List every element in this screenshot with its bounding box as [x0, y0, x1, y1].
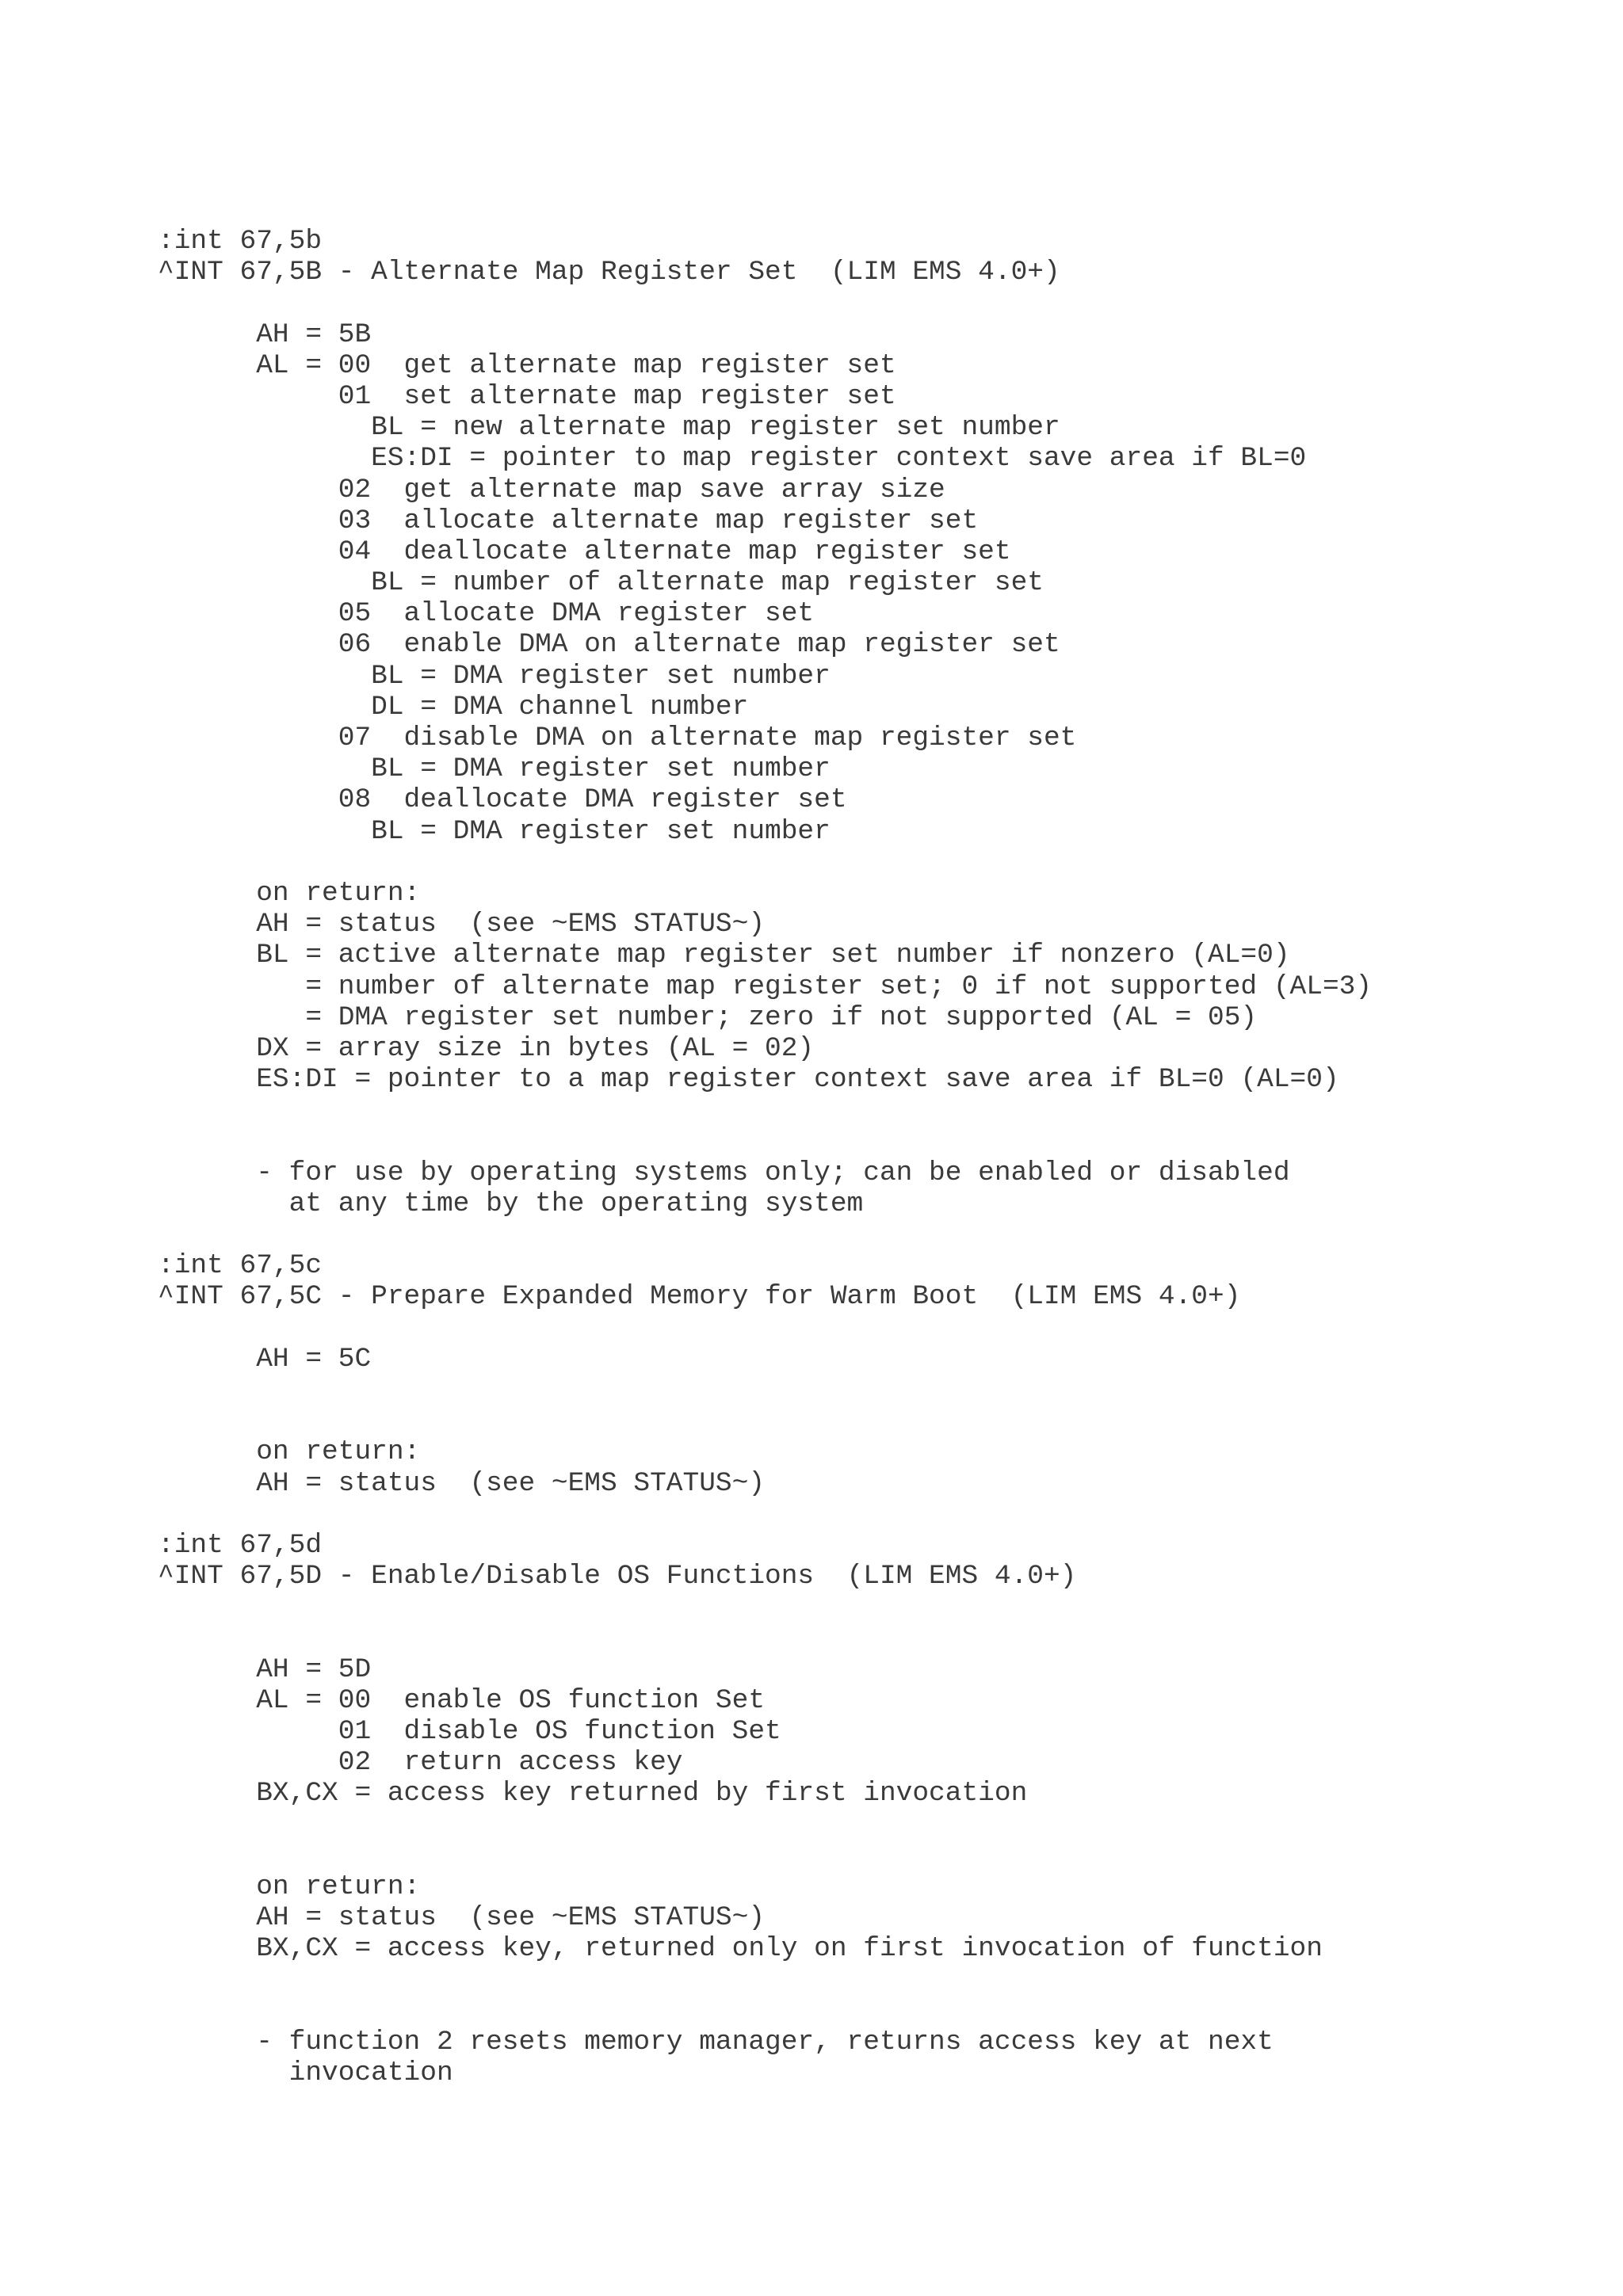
text-line: BL = DMA register set number — [158, 753, 831, 785]
text-line: 01 disable OS function Set — [158, 1716, 781, 1747]
text-line: on return: — [158, 877, 421, 909]
text-line: BL = DMA register set number — [158, 815, 831, 847]
text-line: DX = array size in bytes (AL = 02) — [158, 1032, 815, 1064]
blank-line — [158, 1095, 1372, 1126]
blank-line — [158, 1405, 1372, 1436]
blank-line — [158, 1840, 1372, 1871]
text-line: BX,CX = access key returned by first invocation — [158, 1778, 1028, 1810]
text-line: AH = 5C — [158, 1343, 372, 1375]
text-line: AH = status (see ~EMS STATUS~) — [158, 1467, 766, 1499]
text-line: 04 deallocate alternate map register set — [158, 536, 1011, 567]
text-line: BL = active alternate map register set number if nonzero (AL=0) — [158, 940, 1290, 971]
text-line: ES:DI = pointer to a map register context save area if BL=0 (AL=0) — [158, 1064, 1339, 1096]
text-line: AH = status (see ~EMS STATUS~) — [158, 909, 766, 940]
blank-line — [158, 1810, 1372, 1840]
text-line: invocation — [158, 2058, 453, 2089]
blank-line — [158, 847, 1372, 878]
document-body — [158, 226, 1372, 2088]
topic-tag-line: :int 67,5c — [158, 1250, 323, 1282]
section-heading-line: ^INT 67,5B - Alternate Map Register Set (LIM EMS 4.0+) — [158, 257, 1060, 288]
text-line: AH = 5D — [158, 1653, 372, 1685]
blank-line — [158, 288, 1372, 318]
text-line: ES:DI = pointer to map register context save area if BL=0 — [158, 443, 1307, 475]
text-line: 03 allocate alternate map register set — [158, 505, 979, 536]
blank-line — [158, 1499, 1372, 1530]
text-line: BX,CX = access key, returned only on first invocation of function — [158, 1933, 1323, 1965]
text-line: AH = 5B — [158, 318, 372, 350]
blank-line — [158, 1592, 1372, 1623]
text-line: at any time by the operating system — [158, 1188, 864, 1219]
blank-line — [158, 1219, 1372, 1250]
text-line: = number of alternate map register set; 0 if not supported (AL=3) — [158, 971, 1373, 1002]
text-line: on return: — [158, 1871, 421, 1902]
text-line: AH = status (see ~EMS STATUS~) — [158, 1902, 766, 1934]
text-line: 06 enable DMA on alternate map register set — [158, 629, 1060, 661]
text-line: BL = number of alternate map register set — [158, 567, 1044, 599]
text-line: - for use by operating systems only; can be enabled or disabled — [158, 1157, 1290, 1188]
text-line: 08 deallocate DMA register set — [158, 784, 847, 816]
topic-tag-line: :int 67,5d — [158, 1529, 323, 1561]
blank-line — [158, 1623, 1372, 1653]
text-line: BL = DMA register set number — [158, 660, 831, 692]
blank-line — [158, 1375, 1372, 1405]
blank-line — [158, 1965, 1372, 1996]
text-line: = DMA register set number; zero if not supported (AL = 05) — [158, 1001, 1258, 1033]
blank-line — [158, 1313, 1372, 1344]
text-line: on return: — [158, 1436, 421, 1468]
text-line: 07 disable DMA on alternate map register set — [158, 723, 1077, 753]
text-line: 02 get alternate map save array size — [158, 474, 945, 505]
blank-line — [158, 1126, 1372, 1157]
text-line: AL = 00 get alternate map register set — [158, 349, 896, 381]
topic-tag-line: :int 67,5b — [158, 226, 323, 257]
text-line: 02 return access key — [158, 1747, 683, 1779]
text-line: 01 set alternate map register set — [158, 380, 896, 412]
blank-line — [158, 1996, 1372, 2027]
text-line: - function 2 resets memory manager, returns access key at next — [158, 2026, 1274, 2058]
section-heading-line: ^INT 67,5C - Prepare Expanded Memory for Warm Boot (LIM EMS 4.0+) — [158, 1281, 1241, 1313]
text-line: DL = DMA channel number — [158, 691, 749, 723]
section-heading-line: ^INT 67,5D - Enable/Disable OS Functions (LIM EMS 4.0+) — [158, 1561, 1077, 1592]
text-line: AL = 00 enable OS function Set — [158, 1684, 766, 1716]
text-line: 05 allocate DMA register set — [158, 598, 815, 630]
text-line: BL = new alternate map register set number — [158, 412, 1060, 444]
